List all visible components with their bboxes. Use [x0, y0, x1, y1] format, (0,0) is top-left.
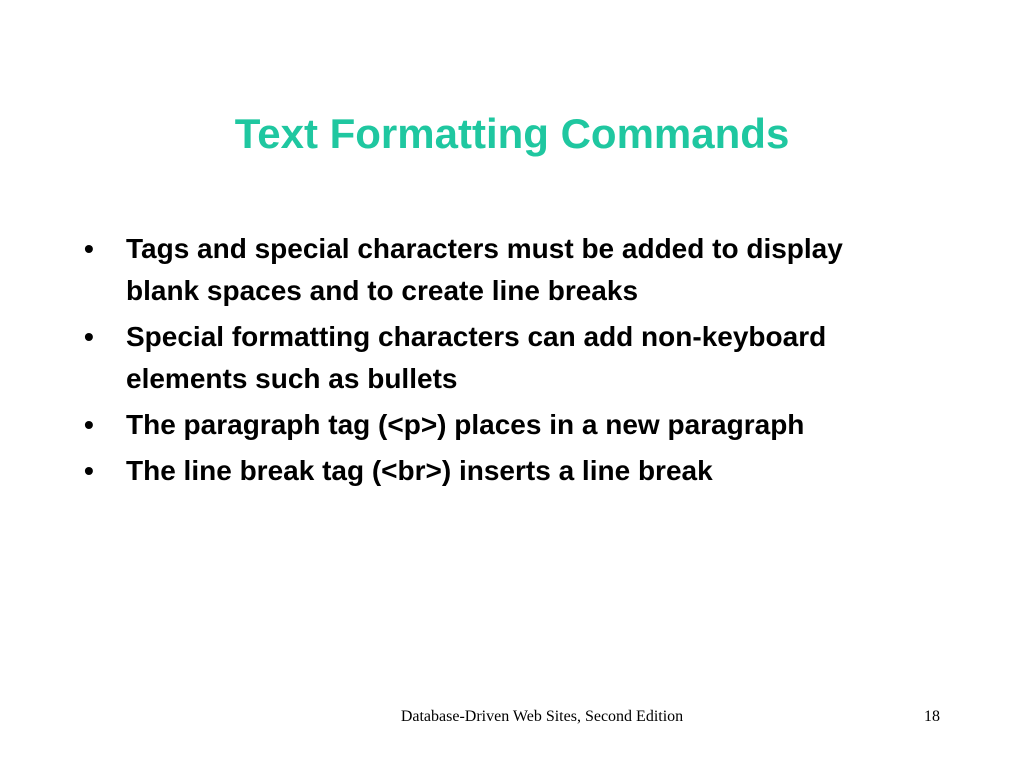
slide-footer: Database-Driven Web Sites, Second Edition	[400, 708, 684, 725]
bullet-text: Tags and special characters must be added to display blank spaces and to create line breaks	[126, 233, 843, 306]
bullet-icon: •	[84, 233, 94, 264]
bullet-item	[84, 228, 904, 312]
bullet-item	[84, 450, 904, 492]
bullet-icon: •	[84, 409, 94, 440]
bullet-text: Special formatting characters can add non-keyboard elements such as bullets	[126, 321, 827, 394]
slide-title: Text Formatting Commands	[234, 110, 790, 157]
bullet-text: The line break tag (<br>) inserts a line break	[126, 455, 713, 486]
bullet-icon: •	[84, 455, 94, 486]
bullet-text: The paragraph tag (<p>) places in a new paragraph	[126, 409, 805, 440]
bullet-list	[84, 228, 904, 496]
page-number: 18	[924, 708, 940, 725]
bullet-item	[84, 316, 904, 400]
bullet-icon: •	[84, 321, 94, 352]
bullet-item	[84, 404, 904, 446]
